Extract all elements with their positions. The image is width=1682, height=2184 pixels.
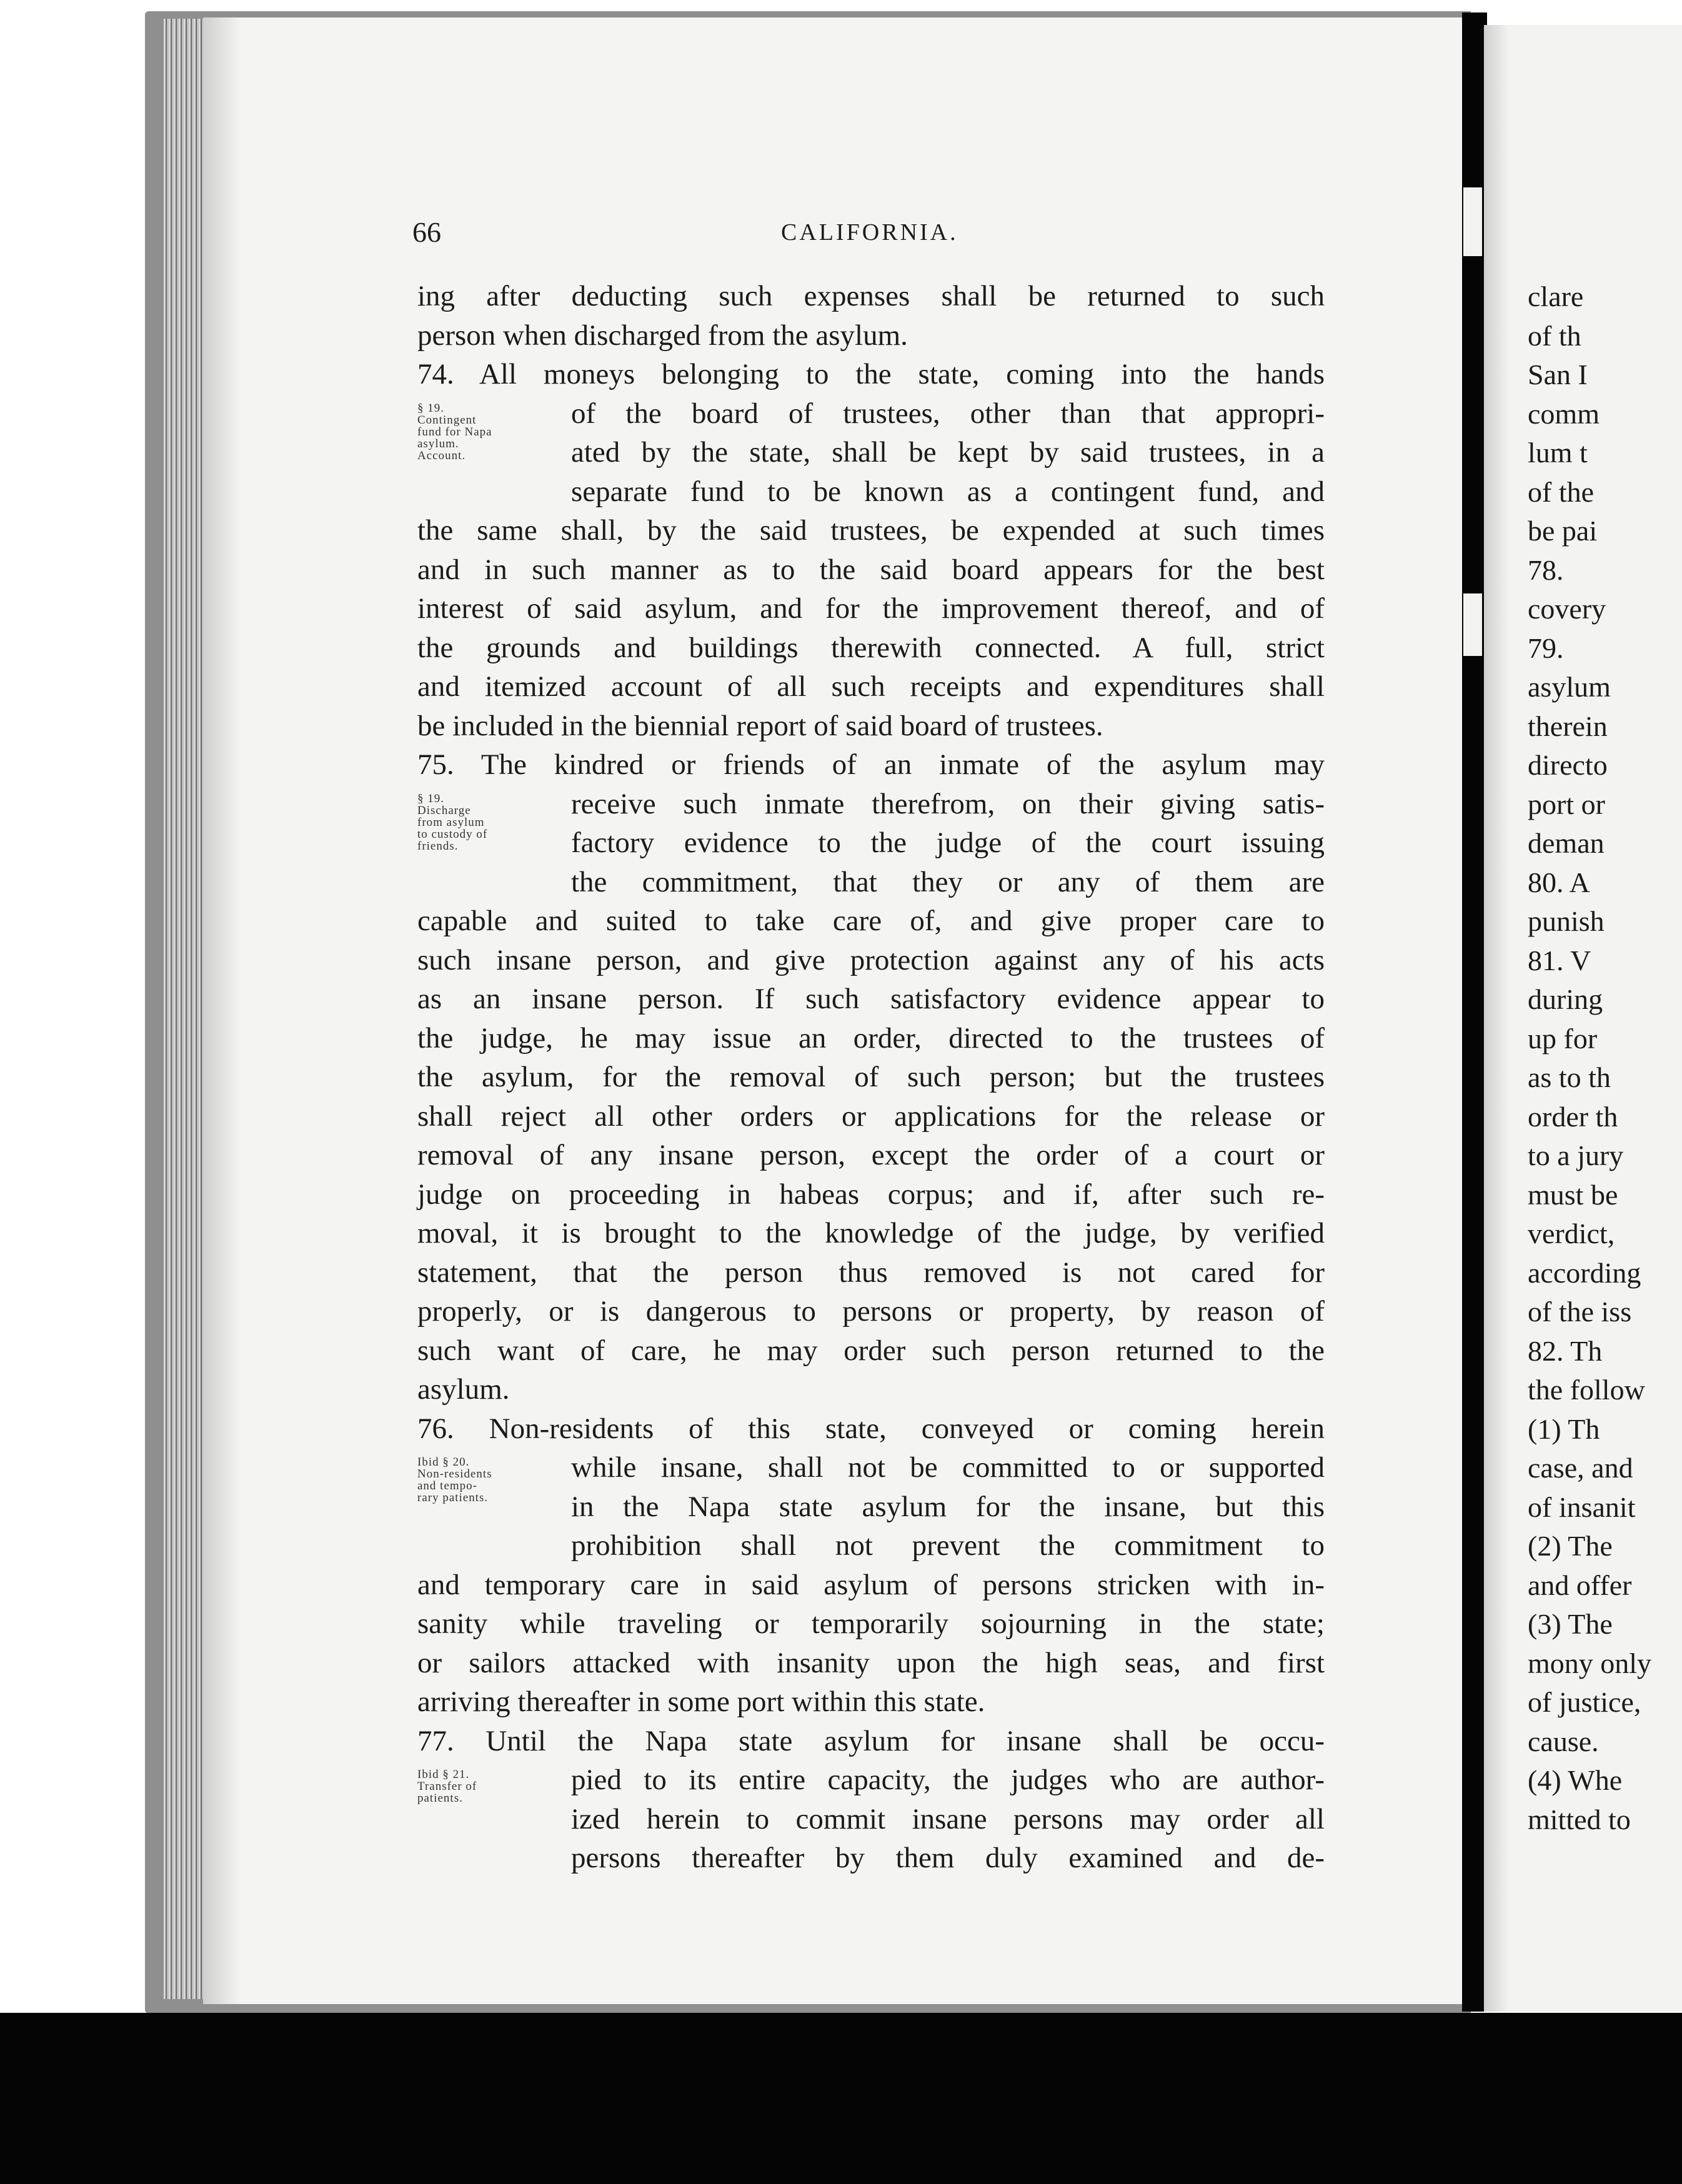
body-line: factory evidence to the judge of the court issuing [571, 826, 1325, 859]
body-line: person when discharged from the asylum. [417, 319, 908, 352]
body-line: 76. Non-residents of this state, conveyed or coming herein [417, 1412, 1325, 1445]
right-page-line: of the iss [1528, 1296, 1632, 1328]
right-page-line: case, and [1528, 1452, 1633, 1484]
margin-note-line: to custody of [417, 827, 488, 841]
body-line: and itemized account of all such receipts and expenditures shall [417, 670, 1325, 703]
body-line: while insane, shall not be committed to or supported [571, 1451, 1325, 1484]
body-line: the same shall, by the said trustees, be expended at such times [417, 514, 1325, 547]
right-page-line: during [1528, 983, 1603, 1015]
margin-note-line: Discharge [417, 803, 471, 817]
margin-note [417, 1769, 477, 1804]
right-page-line: according [1528, 1256, 1641, 1289]
margin-note-line: Ibid § 20. [417, 1456, 470, 1469]
right-page-line: of the [1528, 475, 1595, 508]
right-page-line: (1) Th [1528, 1412, 1600, 1445]
page-tab-notch [1463, 593, 1482, 656]
right-page-line: up for [1528, 1022, 1598, 1055]
right-page-line: punish [1528, 905, 1605, 937]
right-page-line: of justice, [1528, 1686, 1641, 1718]
body-line: capable and suited to take care of, and give proper care to [417, 905, 1325, 937]
margin-note-line: Contingent [417, 413, 477, 427]
page-tab-notch [1463, 187, 1482, 256]
right-page-line: 82. Th [1528, 1334, 1603, 1367]
margin-note [417, 1456, 492, 1504]
body-line: asylum. [417, 1373, 510, 1406]
body-line: and temporary care in said asylum of persons stricken with in- [417, 1568, 1325, 1601]
body-line: such insane person, and give protection against any of his acts [417, 943, 1325, 976]
margin-note-line: friends. [417, 839, 459, 853]
margin-note-line: § 19. [417, 401, 444, 415]
body-line: the commitment, that they or any of them are [571, 865, 1325, 898]
right-page-line: as to th [1528, 1061, 1611, 1093]
body-line: 77. Until the Napa state asylum for insane shall be occu- [417, 1724, 1325, 1757]
body-line: 74. All moneys belonging to the state, coming into the hands [417, 358, 1325, 390]
right-page-line: covery [1528, 593, 1606, 625]
right-page-line: the follow [1528, 1374, 1645, 1406]
body-line: of the board of trustees, other than that appropri- [571, 397, 1325, 430]
right-page-line: verdict, [1528, 1218, 1615, 1249]
right-page-line: 78. [1528, 553, 1564, 586]
margin-note-line: from asylum [417, 815, 485, 829]
right-page-line: 81. V [1528, 944, 1591, 976]
body-line: prohibition shall not prevent the commitment to [571, 1529, 1325, 1562]
margin-note-line: Account. [417, 449, 466, 462]
right-page-line: directo [1528, 749, 1608, 781]
right-page-line: (2) The [1528, 1530, 1613, 1562]
right-page-line: clare [1528, 280, 1584, 312]
body-line: and in such manner as to the said board appears for the best [417, 553, 1325, 586]
right-page-line: mony only [1528, 1647, 1652, 1679]
body-line: shall reject all other orders or applications for the release or [417, 1099, 1325, 1133]
body-line: judge on proceeding in habeas corpus; and if, after such re- [417, 1178, 1325, 1211]
body-line: properly, or is dangerous to persons or property, by reason of [417, 1295, 1325, 1328]
body-line: the asylum, for the removal of such person; but the trustees [417, 1061, 1325, 1093]
margin-note-line: patients. [417, 1792, 463, 1805]
right-page-line: deman [1528, 827, 1605, 859]
right-page-line: of th [1528, 319, 1581, 352]
margin-note-line: Transfer of [417, 1780, 477, 1793]
body-line: moval, it is brought to the knowledge of the judge, by verified [417, 1217, 1325, 1249]
right-page-line: San I [1528, 359, 1588, 390]
body-line: as an insane person. If such satisfactory evidence appear to [417, 983, 1325, 1015]
right-page-line: port or [1528, 788, 1605, 820]
margin-note-line: § 19. [417, 792, 444, 805]
right-page-line: cause. [1528, 1725, 1599, 1757]
body-line: receive such inmate therefrom, on their giving satis- [571, 787, 1325, 820]
right-page-line: therein [1528, 710, 1608, 742]
right-page-line: 80. A [1528, 866, 1590, 898]
right-page-line: (3) The [1528, 1608, 1613, 1640]
body-line: ized herein to commit insane persons may order all [571, 1802, 1325, 1835]
margin-note-line: rary patients. [417, 1491, 489, 1504]
margin-note [417, 402, 492, 462]
body-line: interest of said asylum, and for the improvement thereof, and of [417, 592, 1325, 625]
book-gutter [1462, 12, 1487, 2012]
body-line: separate fund to be known as a contingent fund, and [571, 475, 1325, 508]
margin-note-line: fund for Napa [417, 425, 492, 439]
page-stack-edge [164, 19, 207, 1999]
margin-note-line: and tempo- [417, 1479, 478, 1492]
margin-note-line: Non-residents [417, 1467, 492, 1481]
right-page-line: comm [1528, 397, 1600, 430]
body-line: sanity while traveling or temporarily sojourning in the state; [417, 1607, 1325, 1640]
right-page-line: mitted to [1528, 1803, 1631, 1835]
right-page-line: (4) Whe [1528, 1764, 1623, 1796]
body-line: or sailors attacked with insanity upon the high seas, and first [417, 1646, 1325, 1679]
body-line: the grounds and buildings therewith connected. A full, strict [417, 631, 1325, 664]
right-page-line: of insanit [1528, 1491, 1636, 1523]
running-header: CALIFORNIA. [781, 219, 958, 246]
right-page-line: order th [1528, 1100, 1618, 1133]
left-page-binding-shadow [203, 17, 241, 2004]
right-page-line: to a jury [1528, 1139, 1624, 1171]
body-line: be included in the biennial report of said board of trustees. [417, 709, 1103, 742]
right-page-line: 79. [1528, 632, 1564, 664]
right-page-line: must be [1528, 1178, 1618, 1211]
body-line: arriving thereafter in some port within this state. [417, 1685, 985, 1718]
margin-note [417, 793, 487, 852]
body-line: the judge, he may issue an order, directed to the trustees of [417, 1021, 1325, 1055]
body-line: ing after deducting such expenses shall be returned to such [417, 280, 1325, 312]
scan-bottom-border [0, 2013, 1682, 2184]
margin-note-line: Ibid § 21. [417, 1768, 470, 1781]
right-page-line: lum t [1528, 437, 1588, 469]
body-line: 75. The kindred or friends of an inmate of the asylum may [417, 748, 1325, 781]
margin-note-line: asylum. [417, 437, 459, 450]
body-line: persons thereafter by them duly examined and de- [571, 1842, 1325, 1874]
body-line: pied to its entire capacity, the judges who are author- [571, 1764, 1325, 1796]
right-page-line: and offer [1528, 1569, 1632, 1601]
body-line: statement, that the person thus removed is not cared for [417, 1256, 1325, 1289]
body-line: in the Napa state asylum for the insane, but this [571, 1490, 1325, 1523]
body-line: ated by the state, shall be kept by said trustees, in a [571, 436, 1325, 469]
right-page-binding-shadow [1484, 25, 1509, 2012]
body-line: such want of care, he may order such person returned to the [417, 1334, 1325, 1367]
right-page-line: be pai [1528, 515, 1598, 547]
body-line: removal of any insane person, except the order of a court or [417, 1139, 1325, 1171]
right-page-line: asylum [1528, 671, 1611, 703]
page-number: 66 [412, 216, 441, 248]
